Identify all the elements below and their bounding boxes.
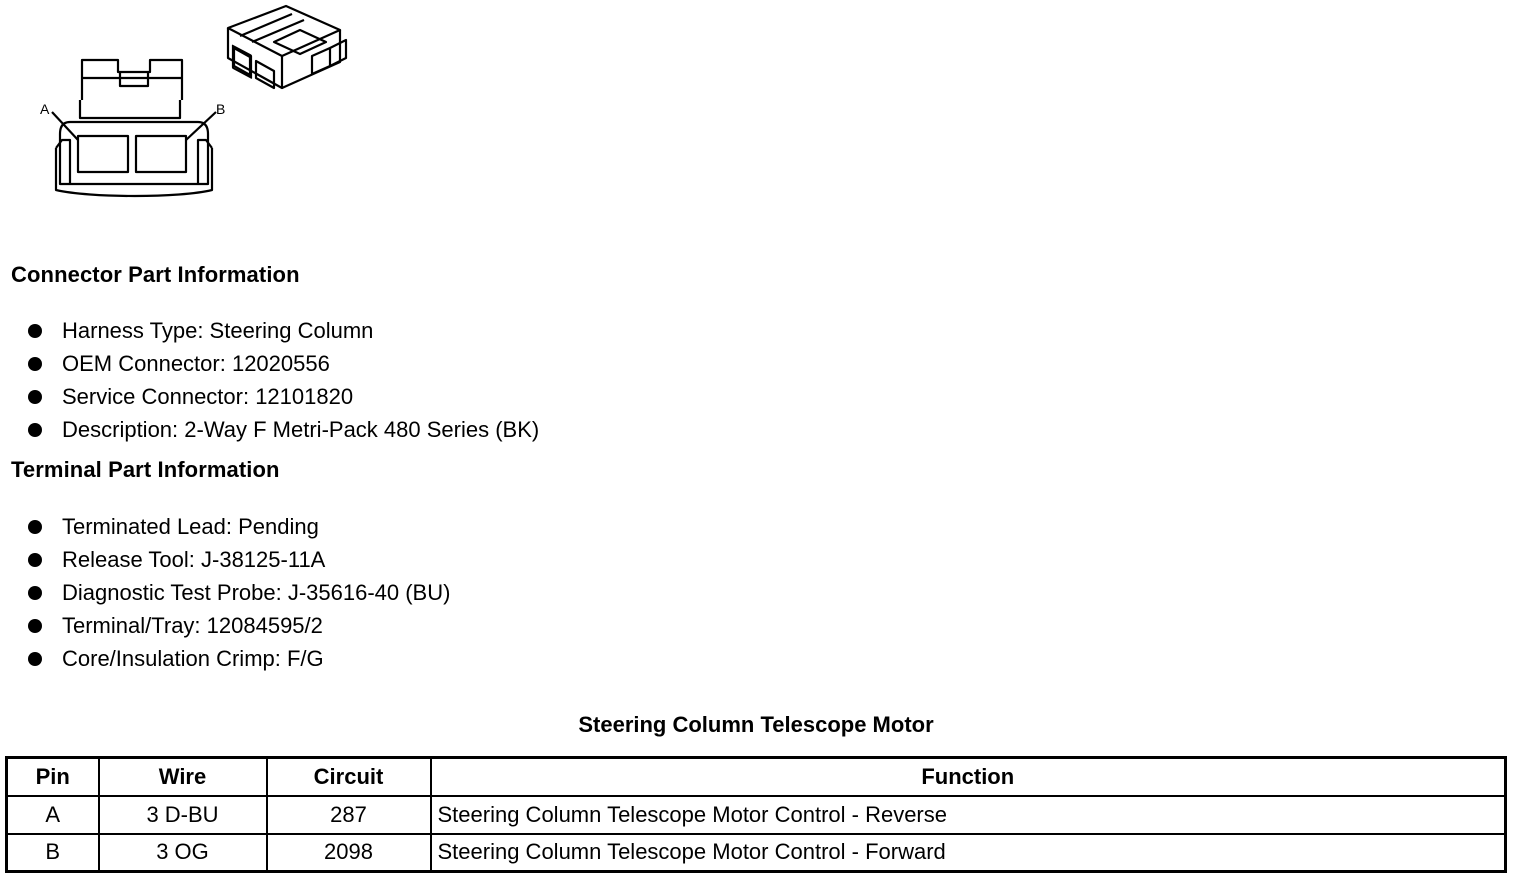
table-row bbox=[7, 796, 1506, 834]
bullet-icon bbox=[28, 324, 42, 338]
list-item bbox=[28, 413, 539, 446]
pin-a-callout: A bbox=[40, 101, 50, 117]
terminal-tray-text: Terminal/Tray: 12084595/2 bbox=[62, 613, 323, 638]
release-tool-text: Release Tool: J-38125-11A bbox=[62, 547, 326, 572]
terminated-lead-text: Terminated Lead: Pending bbox=[62, 514, 319, 539]
bullet-icon bbox=[28, 652, 42, 666]
bullet-icon bbox=[28, 423, 42, 437]
wire-cell: 3 OG bbox=[99, 834, 267, 872]
terminal-part-info-heading: Terminal Part Information bbox=[11, 457, 280, 482]
oem-connector-text: OEM Connector: 12020556 bbox=[62, 351, 330, 376]
circuit-cell: 2098 bbox=[267, 834, 431, 872]
connector-part-info-heading: Connector Part Information bbox=[11, 262, 300, 287]
service-connector-text: Service Connector: 12101820 bbox=[62, 384, 354, 409]
list-item bbox=[28, 642, 450, 675]
wire-column-header: Wire bbox=[99, 758, 267, 796]
bullet-icon bbox=[28, 390, 42, 404]
function-column-header: Function bbox=[431, 758, 1506, 796]
list-item bbox=[28, 314, 539, 347]
connector-part-info-list bbox=[28, 314, 539, 446]
circuit-column-header: Circuit bbox=[267, 758, 431, 796]
function-cell: Steering Column Telescope Motor Control - Forward bbox=[431, 834, 1506, 872]
pin-column-header: Pin bbox=[7, 758, 99, 796]
bullet-icon bbox=[28, 586, 42, 600]
pin-b-callout: B bbox=[216, 101, 226, 117]
description-text: Description: 2-Way F Metri-Pack 480 Series (BK) bbox=[62, 417, 540, 442]
pinout-table-title: Steering Column Telescope Motor bbox=[578, 712, 934, 737]
connector-illustration bbox=[30, 0, 370, 215]
circuit-cell: 287 bbox=[267, 796, 431, 834]
function-cell: Steering Column Telescope Motor Control - Reverse bbox=[431, 796, 1506, 834]
bullet-icon bbox=[28, 520, 42, 534]
wire-cell: 3 D-BU bbox=[99, 796, 267, 834]
table-row bbox=[7, 834, 1506, 872]
bullet-icon bbox=[28, 553, 42, 567]
test-probe-text: Diagnostic Test Probe: J-35616-40 (BU) bbox=[62, 580, 451, 605]
list-item bbox=[28, 510, 450, 543]
bullet-icon bbox=[28, 619, 42, 633]
terminal-part-info-list bbox=[28, 510, 450, 675]
list-item bbox=[28, 609, 450, 642]
pin-cell: B bbox=[7, 834, 99, 872]
list-item bbox=[28, 347, 539, 380]
list-item bbox=[28, 543, 450, 576]
crimp-text: Core/Insulation Crimp: F/G bbox=[62, 646, 324, 671]
table-header-row bbox=[7, 758, 1506, 796]
pinout-table bbox=[5, 756, 1507, 873]
bullet-icon bbox=[28, 357, 42, 371]
list-item bbox=[28, 576, 450, 609]
harness-type-text: Harness Type: Steering Column bbox=[62, 318, 374, 343]
pin-cell: A bbox=[7, 796, 99, 834]
list-item bbox=[28, 380, 539, 413]
